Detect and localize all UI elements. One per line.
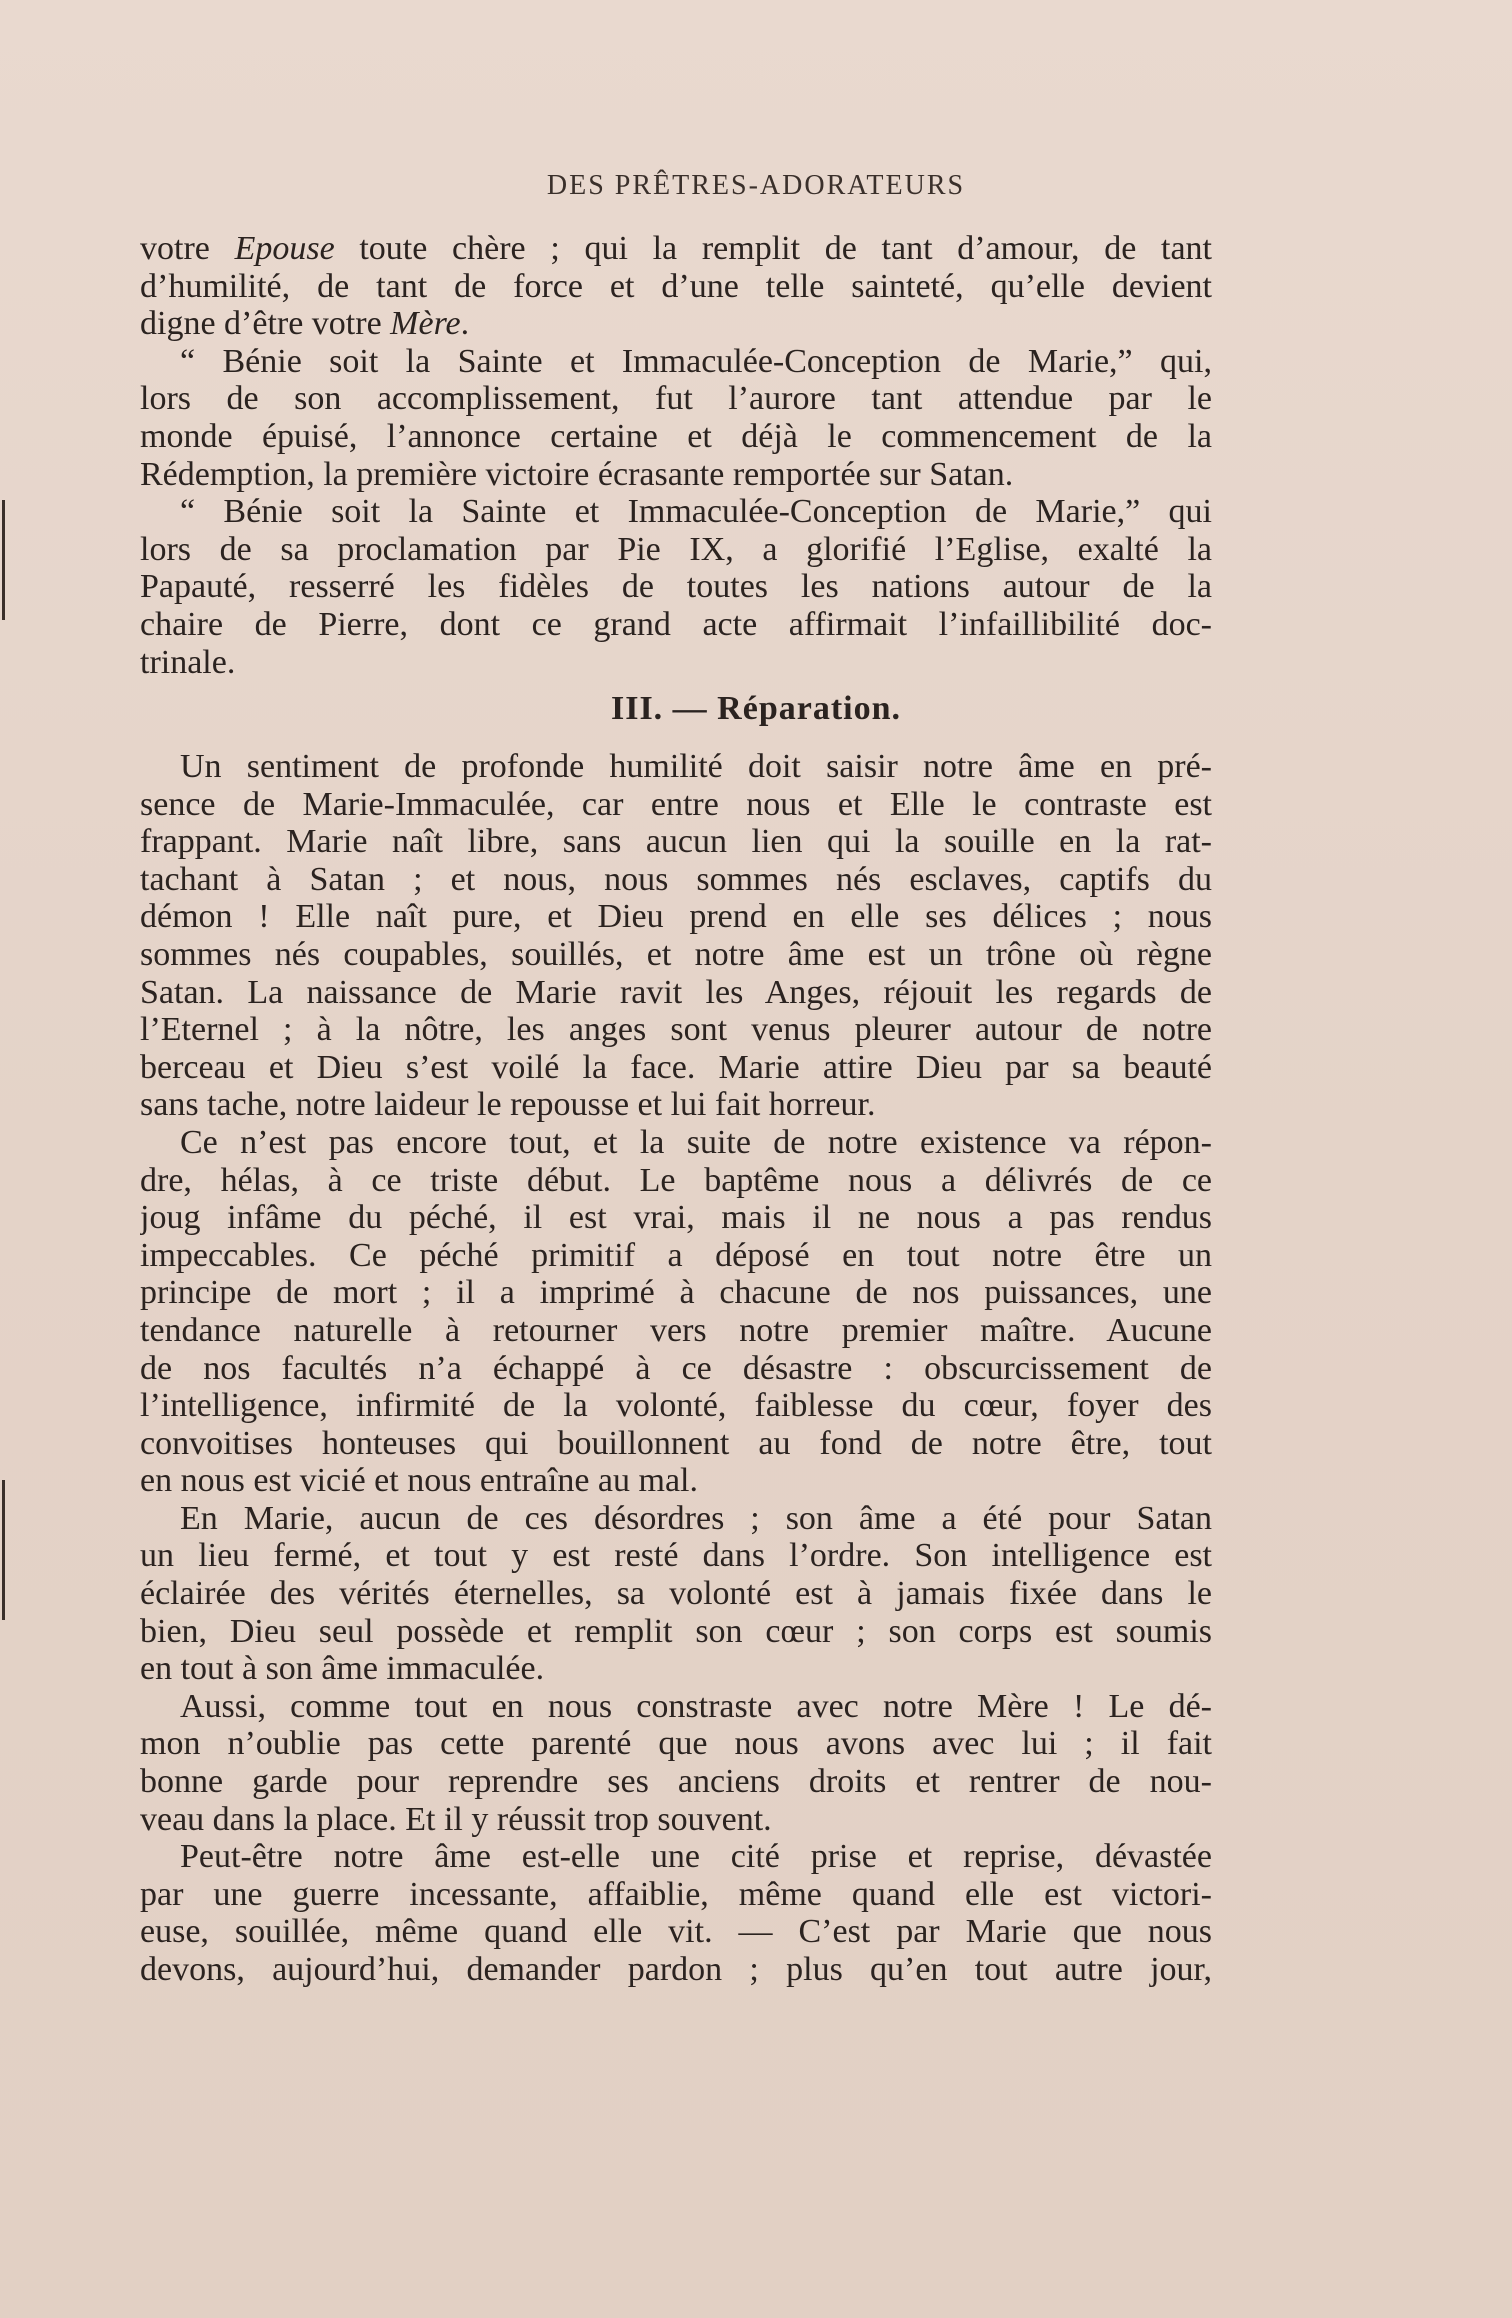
text-line: un lieu fermé, et tout y est resté dans l’ordre. Son intelligence est — [140, 1537, 1212, 1575]
text-line: trinale. — [140, 643, 236, 681]
text-line: votre Epouse toute chère ; qui la remplit de tant d’amour, de tant — [140, 230, 1212, 267]
text-line: sommes nés coupables, souillés, et notre âme est un trône où règne — [140, 935, 1212, 973]
text-line: lors de sa proclamation par Pie IX, a glorifié l’Eglise, exalté la — [140, 530, 1212, 568]
text-line: Papauté, resserré les fidèles de toutes les nations autour de la — [140, 568, 1212, 606]
text-line: sence de Marie-Immaculée, car entre nous et Elle le contraste est — [140, 785, 1212, 823]
text-line: impeccables. Ce péché primitif a déposé en tout notre être un — [140, 1236, 1212, 1274]
text-block-2 — [140, 748, 1212, 1989]
text-line: devons, aujourd’hui, demander pardon ; plus qu’en tout autre jour, — [140, 1951, 1212, 1988]
text-line: tendance naturelle à retourner vers notre premier maître. Aucune — [140, 1311, 1212, 1349]
text-line: veau dans la place. Et il y réussit trop souvent. — [140, 1800, 772, 1838]
text-line: euse, souillée, même quand elle vit. — C’est par Marie que nous — [140, 1913, 1212, 1951]
text-line: sans tache, notre laideur le repousse et lui fait horreur. — [140, 1086, 876, 1124]
text-line: en nous est vicié et nous entraîne au mal. — [140, 1462, 698, 1500]
page-edge-mark — [2, 500, 5, 620]
text-line: d’humilité, de tant de force et d’une telle sainteté, qu’elle devient — [140, 267, 1212, 305]
text-line: joug infâme du péché, il est vrai, mais il ne nous a pas rendus — [140, 1199, 1212, 1237]
text-line: l’intelligence, infirmité de la volonté, faiblesse du cœur, foyer des — [140, 1387, 1212, 1425]
text-line: monde épuisé, l’annonce certaine et déjà le commencement de la — [140, 417, 1212, 455]
text-line: démon ! Elle naît pure, et Dieu prend en elle ses délices ; nous — [140, 898, 1212, 936]
text-line: bonne garde pour reprendre ses anciens droits et rentrer de nou- — [140, 1763, 1212, 1801]
page-edge-mark — [2, 1480, 5, 1620]
text-line: frappant. Marie naît libre, sans aucun lien qui la souille en la rat- — [140, 823, 1212, 861]
text-line: par une guerre incessante, affaiblie, même quand elle est victori- — [140, 1875, 1212, 1913]
text-line: mon n’oublie pas cette parenté que nous avons avec lui ; il fait — [140, 1725, 1212, 1763]
text-line: Ce n’est pas encore tout, et la suite de notre existence va répon- — [180, 1123, 1212, 1161]
text-line: bien, Dieu seul possède et remplit son cœur ; son corps est soumis — [140, 1612, 1212, 1650]
text-line: Un sentiment de profonde humilité doit saisir notre âme en pré- — [180, 748, 1212, 785]
text-line: principe de mort ; il a imprimé à chacune de nos puissances, une — [140, 1274, 1212, 1312]
section-title: III. — Réparation. — [610, 690, 902, 727]
text-line: de nos facultés n’a échappé à ce désastre : obscurcissement de — [140, 1349, 1212, 1387]
text-line: tachant à Satan ; et nous, nous sommes nés esclaves, captifs du — [140, 860, 1212, 898]
text-line: “ Bénie soit la Sainte et Immaculée-Conception de Marie,” qui, — [180, 342, 1212, 380]
text-line: convoitises honteuses qui bouillonnent au fond de notre être, tout — [140, 1424, 1212, 1462]
running-header: DES PRÊTRES-ADORATEURS — [546, 170, 966, 201]
text-line: chaire de Pierre, dont ce grand acte affirmait l’infaillibilité doc- — [140, 605, 1212, 643]
text-line: berceau et Dieu s’est voilé la face. Marie attire Dieu par sa beauté — [140, 1048, 1212, 1086]
text-line: “ Bénie soit la Sainte et Immaculée-Conception de Marie,” qui — [180, 493, 1212, 531]
text-line: En Marie, aucun de ces désordres ; son âme a été pour Satan — [180, 1499, 1212, 1537]
text-line: en tout à son âme immaculée. — [140, 1650, 545, 1688]
text-line: éclairée des vérités éternelles, sa volonté est à jamais fixée dans le — [140, 1575, 1212, 1613]
text-line: Satan. La naissance de Marie ravit les Anges, réjouit les regards de — [140, 973, 1212, 1011]
text-line: lors de son accomplissement, fut l’aurore tant attendue par le — [140, 380, 1212, 418]
text-line: Rédemption, la première victoire écrasante remportée sur Satan. — [140, 455, 1014, 493]
text-line: Peut-être notre âme est-elle une cité prise et reprise, dévastée — [180, 1838, 1212, 1876]
text-line: Aussi, comme tout en nous constraste avec notre Mère ! Le dé- — [180, 1687, 1212, 1725]
text-line: l’Eternel ; à la nôtre, les anges sont venus pleurer autour de notre — [140, 1011, 1212, 1049]
text-line: dre, hélas, à ce triste début. Le baptême nous a délivrés de ce — [140, 1161, 1212, 1199]
text-line: digne d’être votre Mère. — [140, 305, 470, 343]
text-block-1 — [140, 230, 1212, 681]
